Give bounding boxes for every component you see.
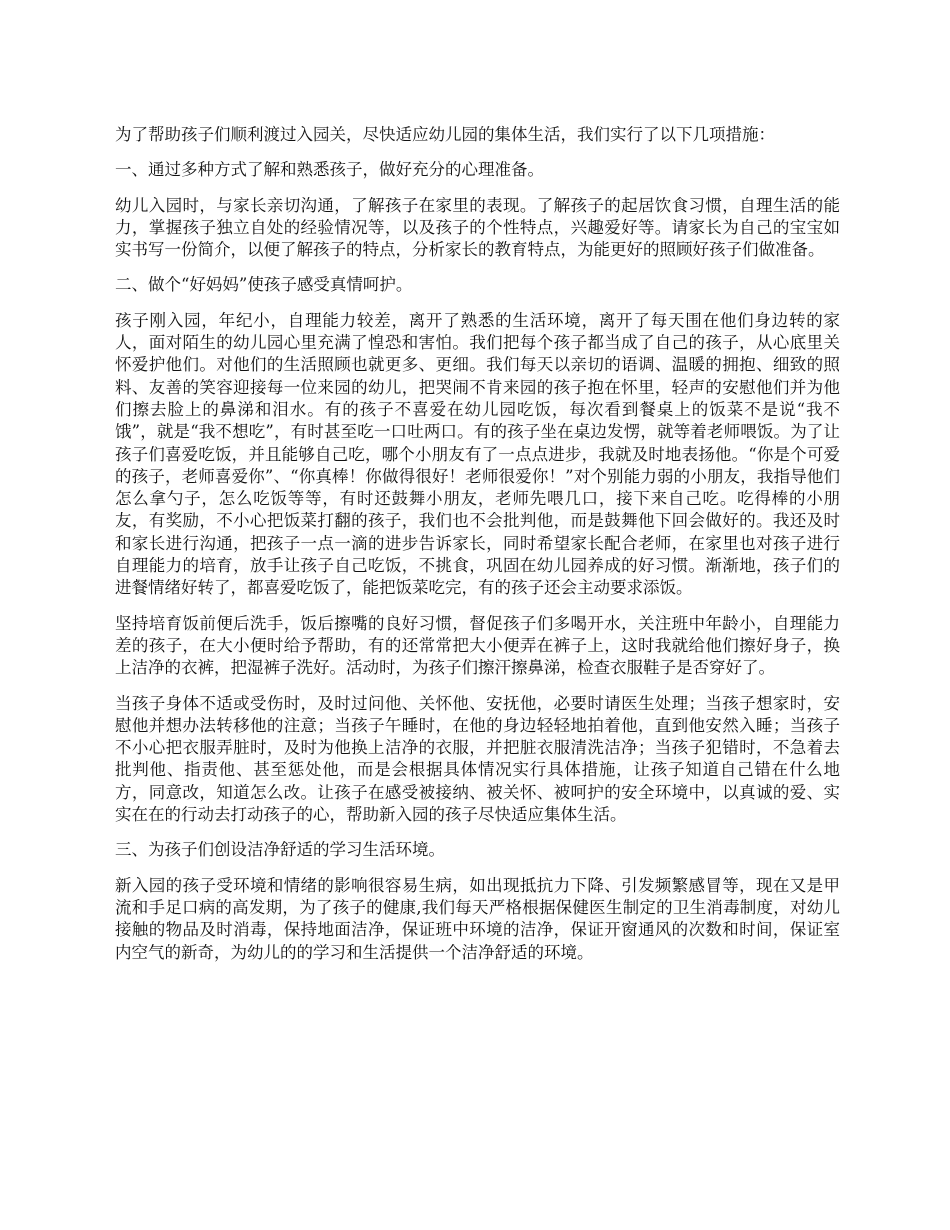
section-2-paragraph-1: 孩子刚入园，年纪小，自理能力较差，离开了熟悉的生活环境，离开了每天围在他们身边转的家人，面对陌生的幼儿园心里充满了惶恐和害怕。我们把每个孩子都当成了自己的孩子，从心底里关怀爱护他们。对他们的生活照顾也就更多、更细。我们每天以亲切的语调、温暖的拥抱、细致的照料、友善的笑容迎接每一位来园的幼儿，把哭闹不肯来园的孩子抱在怀里，轻声的安慰他们并为他们擦去脸上的鼻涕和泪水。有的孩子不喜爱在幼儿园吃饭，每次看到餐桌上的饭菜不是说“我不饿”，就是“我不想吃”，有时甚至吃一口吐两口。有的孩子坐在桌边发愣，就等着老师喂饭。为了让孩子们喜爱吃饭，并且能够自己吃，哪个小朋友有了一点点进步，我就及时地表扬他。“你是个可爱的孩子，老师喜爱你”、“你真棒！你做得很好！老师很爱你！”对个别能力弱的小朋友，我指导他们怎么拿勺子，怎么吃饭等等，有时还鼓舞小朋友，老师先喂几口，接下来自己吃。吃得棒的小朋友，有奖励，不小心把饭菜打翻的孩子，我们也不会批判他，而是鼓舞他下回会做好的。我还及时和家长进行沟通，把孩子一点一滴的进步告诉家长，同时希望家长配合老师，在家里也对孩子进行自理能力的培育，放手让孩子自己吃饭，不挑食，巩固在幼儿园养成的好习惯。渐渐地，孩子们的进餐情绪好转了，都喜爱吃饭了，能把饭菜吃完，有的孩子还会主动要求添饭。 xyxy=(115,310,840,598)
section-2-paragraph-3: 当孩子身体不适或受伤时，及时过问他、关怀他、安抚他，必要时请医生处理；当孩子想家时，安慰他并想办法转移他的注意；当孩子午睡时，在他的身边轻轻地拍着他，直到他安然入睡；当孩子不小心把衣服弄脏时，及时为他换上洁净的衣服，并把脏衣服清洗洁净；当孩子犯错时，不急着去批判他、指责他、甚至惩处他，而是会根据具体情况实行具体措施，让孩子知道自己错在什么地方，同意改，知道怎么改。让孩子在感受被接纳、被关怀、被呵护的安全环境中，以真诚的爱、实实在在的行动去打动孩子的心，帮助新入园的孩子尽快适应集体生活。 xyxy=(115,693,840,825)
section-heading-1: 一、通过多种方式了解和熟悉孩子，做好充分的心理准备。 xyxy=(115,160,544,180)
section-heading-2: 二、做个“好妈妈”使孩子感受真情呵护。 xyxy=(115,275,413,295)
intro-paragraph: 为了帮助孩子们顺利渡过入园关，尽快适应幼儿园的集体生活，我们实行了以下几项措施： xyxy=(115,125,775,144)
section-heading-3: 三、为孩子们创设洁净舒适的学习生活环境。 xyxy=(115,840,445,860)
section-2-paragraph-2: 坚持培育饭前便后洗手，饭后擦嘴的良好习惯，督促孩子们多喝开水，关注班中年龄小，自理能力差的孩子，在大小便时给予帮助，有的还常常把大小便弄在裤子上，这时我就给他们擦好身子，换上洁净的衣裤，把湿裤子洗好。活动时，为孩子们擦汗擦鼻涕，检查衣服鞋子是否穿好了。 xyxy=(115,613,840,678)
document-body xyxy=(115,124,840,977)
section-3-paragraph: 新入园的孩子受环境和情绪的影响很容易生病，如出现抵抗力下降、引发频繁感冒等，现在又是甲流和手足口病的高发期，为了孩子的健康,我们每天严格根据保健医生制定的卫生消毒制度，对幼儿接触的物品及时消毒，保持地面洁净，保证班中环境的洁净，保证开窗通风的次数和时间，保证室内空气的新奇，为幼儿的的学习和生活提供一个洁净舒适的环境。 xyxy=(115,875,840,962)
section-1-paragraph: 幼儿入园时，与家长亲切沟通，了解孩子在家里的表现。了解孩子的起居饮食习惯，自理生活的能力，掌握孩子独立自处的经验情况等，以及孩子的个性特点，兴趣爱好等。请家长为自己的宝宝如实书写一份简介，以便了解孩子的特点，分析家长的教育特点，为能更好的照顾好孩子们做准备。 xyxy=(115,195,840,260)
